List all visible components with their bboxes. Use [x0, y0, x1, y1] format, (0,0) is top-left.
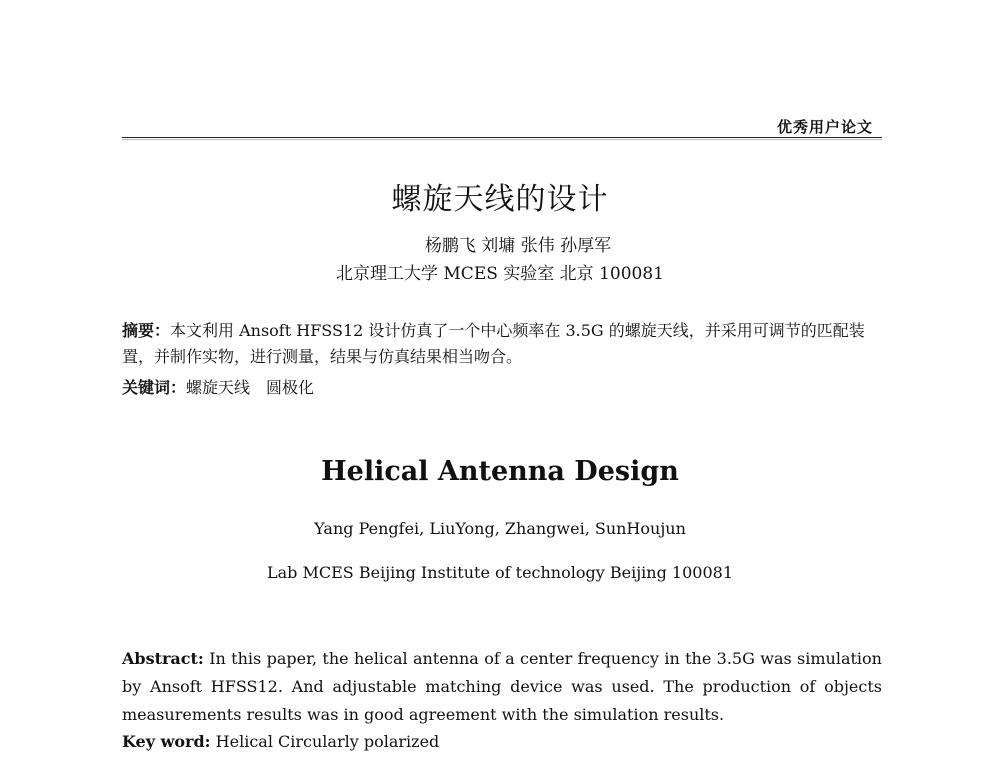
chinese-keywords — [122, 375, 314, 398]
running-header: 优秀用户论文 — [777, 118, 874, 136]
english-keywords — [122, 732, 439, 751]
english-abstract-text: In this paper, the helical antenna of a center frequency in the 3.5G was simulation by Ansoft HFSS12. And adjustable matching device was used. The production of objects measurements results was in good agreement with the simulation results. — [122, 649, 882, 724]
chinese-abstract-text: 本文利用 Ansoft HFSS12 设计仿真了一个中心频率在 3.5G 的螺旋天线，并采用可调节的匹配装置，并制作实物，进行测量，结果与仿真结果相当吻合。 — [122, 321, 865, 366]
chinese-keywords-text: 螺旋天线 圆极化 — [186, 378, 315, 397]
chinese-abstract — [122, 318, 882, 370]
chinese-title: 螺旋天线的设计 — [391, 182, 609, 217]
english-abstract-label: Abstract: — [122, 649, 204, 668]
header-rule — [122, 137, 882, 138]
chinese-affiliation: 北京理工大学 MCES 实验室 北京 100081 — [336, 264, 664, 284]
header-rule-shadow — [122, 139, 882, 140]
english-keywords-text: Helical Circularly polarized — [215, 732, 440, 751]
english-keywords-label: Key word: — [122, 732, 211, 751]
english-abstract — [122, 645, 882, 729]
english-authors: Yang Pengfei, LiuYong, Zhangwei, SunHoujun — [314, 519, 686, 538]
chinese-authors: 杨鹏飞 刘墉 张伟 孙厚军 — [424, 236, 612, 256]
english-title: Helical Antenna Design — [321, 456, 679, 487]
chinese-keywords-label: 关键词： — [122, 378, 187, 397]
chinese-abstract-label: 摘要： — [122, 321, 171, 340]
english-affiliation: Lab MCES Beijing Institute of technology Beijing 100081 — [267, 563, 733, 582]
